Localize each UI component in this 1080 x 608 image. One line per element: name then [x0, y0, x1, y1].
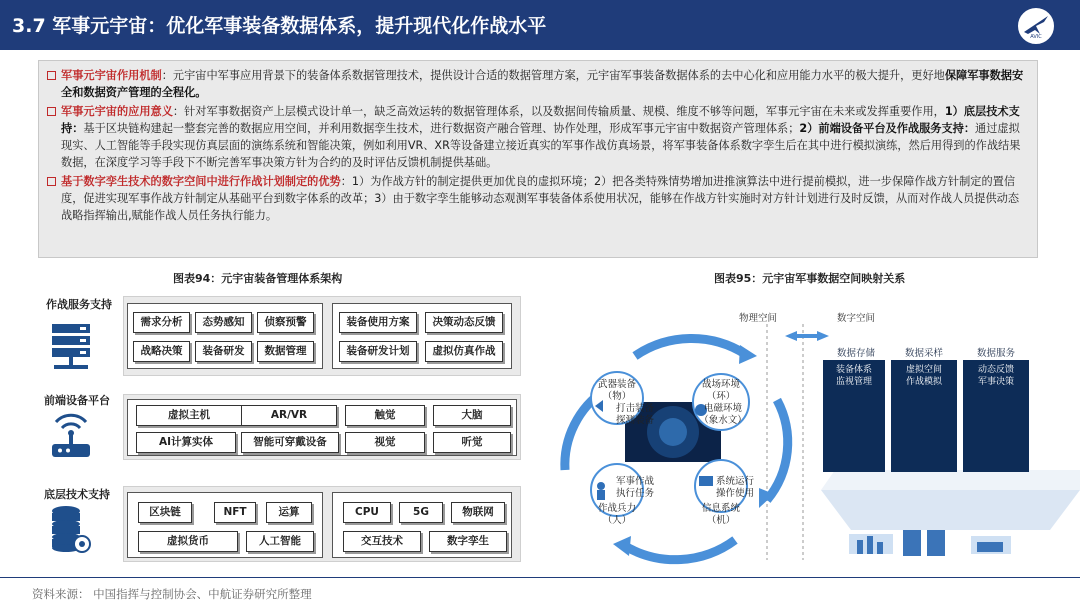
bullet-square-icon [47, 71, 56, 80]
chip-recon-warning: 侦察预警 [257, 312, 314, 333]
panel-text-sampling: 虚拟空间 作战模拟 [905, 365, 942, 387]
panel-head-service: 数据服务 [976, 348, 1015, 359]
section-label-combat-service: 作战服务支持 [46, 298, 112, 311]
service-group-b [332, 303, 512, 369]
tech-group-b [332, 492, 512, 558]
chip-interaction-tech: 交互技术 [343, 531, 421, 552]
chip-blockchain: 区块链 [138, 502, 192, 523]
router-icon [48, 408, 94, 460]
node-strike: 打击装备 探测装备 [615, 403, 654, 426]
chip-nft: NFT [214, 502, 256, 523]
chip-decision-feedback: 决策动态反馈 [425, 312, 503, 333]
node-electromagnetic: 电磁环境 （象水文） [699, 403, 747, 426]
para-bold: 2）前端设备平台及作战服务支持： [799, 122, 976, 135]
physical-space-label: 物理空间 [739, 313, 778, 324]
chip-ar-vr: AR/VR [241, 405, 337, 426]
node-operation: 军事作战 执行任务 [615, 476, 654, 499]
fig94-caption: 图表94：元宇宙装备管理体系架构 [173, 272, 343, 285]
section-combat-service [123, 296, 521, 376]
database-icon [48, 504, 92, 558]
chip-virtual-combat: 虚拟仿真作战 [425, 341, 503, 362]
chip-iot: 物联网 [451, 502, 505, 523]
chip-ai-compute: AI计算实体 [136, 432, 236, 453]
section-label-base-tech: 底层技术支持 [44, 488, 110, 501]
logo-text: AVIC [1030, 34, 1042, 40]
server-icon [50, 322, 92, 372]
node-weapon: 武器装备 （物） [597, 379, 636, 402]
panel-text-storage: 装备体系 监视管理 [835, 365, 872, 387]
frontend-group [127, 399, 517, 456]
para-text: 通过虚拟现实、人工智能等手段实现仿真层面的演练系统和智能决策，例如利用VR、XR等设备建立接近真实的军事作战仿真场景，将军事装备体系数字孪生后在其中进行模拟演练，然后用得到的作战结果数据，在深度学习等手段下不断完善军事决策方针为合约的及时评估反馈机制提供基础。 [61, 122, 1021, 169]
section-base-tech [123, 486, 521, 562]
panel-text-service: 动态反馈 军事决策 [977, 365, 1014, 387]
chip-touch: 触觉 [345, 405, 425, 426]
chip-equipment-rd-plan: 装备研发计划 [339, 341, 417, 362]
double-arrow-icon [785, 331, 829, 341]
panel-sampling [891, 360, 957, 472]
para-bold: 1）底层技术支持： [61, 105, 1020, 135]
chip-hearing: 听觉 [433, 432, 511, 453]
bullet-square-icon [47, 107, 56, 116]
para-lead: 军事元宇宙作用机制 [61, 69, 162, 82]
chip-cpu: CPU [343, 502, 391, 523]
service-group-a [127, 303, 323, 369]
paragraph-significance [47, 103, 1027, 171]
node-info-system: 信息系统 （机） [701, 503, 740, 526]
avic-logo [1016, 6, 1056, 46]
chip-vision: 视觉 [345, 432, 425, 453]
section-frontend [123, 394, 521, 460]
chip-equipment-usage-plan: 装备使用方案 [339, 312, 417, 333]
chip-brain: 大脑 [433, 405, 511, 426]
para-text: ：针对军事数据资产上层模式设计单一，缺乏高效运转的数据管理体系，以及数据间传输质量、规模、维度不够等问题，军事元宇宙在未来或发挥重要作用， [172, 105, 945, 118]
source-note: 资料来源： 中国指挥与控制协会、中航证券研究所整理 [32, 587, 312, 601]
footer-rule [0, 577, 1080, 578]
chip-data-management: 数据管理 [257, 341, 314, 362]
page-title: 3.7 军事元宇宙：优化军事装备数据体系，提升现代化作战水平 [12, 15, 547, 37]
para-lead: 基于数字孪生技术的数字空间中进行作战计划制定的优势 [61, 175, 341, 188]
paragraph-advantage [47, 173, 1027, 224]
panel-storage [823, 360, 885, 472]
chip-virtual-currency: 虚拟货币 [138, 531, 238, 552]
fig95-caption: 图表95：元宇宙军事数据空间映射关系 [714, 272, 906, 285]
para-text: ：1）为作战方针的制定提供更加优良的虚拟环境；2）把各类特殊情势增加进推演算法中进行提前模拟，进一步保障作战方针制定的置信度，促进实现军事作战方针制定从基础平台到数字体系的改革；3）由于数字孪生能够动态观测军事装备体系使用状况，能够在作战方针实施时对方针计划进行及时反馈，从而对作战人员提供动态战略指挥输出,赋能作战人员任务执行能力。 [61, 175, 1020, 222]
chip-computation: 运算 [266, 502, 312, 523]
chip-ai: 人工智能 [246, 531, 314, 552]
panel-head-sampling: 数据采样 [904, 348, 943, 359]
chip-situation-awareness: 态势感知 [195, 312, 252, 333]
panel-head-storage: 数据存储 [836, 348, 875, 359]
chip-strategic-decision: 战略决策 [133, 341, 190, 362]
chip-smart-wearable: 智能可穿戴设备 [241, 432, 339, 453]
node-force: 作战兵力 （人） [597, 503, 636, 526]
paragraph-mechanism [47, 67, 1027, 101]
summary-box [38, 60, 1038, 258]
node-system-run: 系统运行 操作使用 [715, 476, 754, 499]
chip-digital-twin: 数字孪生 [429, 531, 507, 552]
chip-demand-analysis: 需求分析 [133, 312, 190, 333]
fig95-diagram [545, 290, 1080, 580]
chip-5g: 5G [399, 502, 443, 523]
node-environment: 战场环境 （环） [701, 379, 740, 402]
bullet-square-icon [47, 177, 56, 186]
para-lead: 军事元宇宙的应用意义 [61, 105, 173, 118]
section-label-frontend: 前端设备平台 [44, 394, 110, 407]
para-text: ：元宇宙中军事应用背景下的装备体系数据管理技术，提供设计合适的数据管理方案，元宇宙军事装备数据体系的去中心化和应用能力水平的极大提升，更好地 [161, 69, 945, 82]
tech-group-a [127, 492, 323, 558]
digital-space-label: 数字空间 [837, 313, 876, 324]
title-bar [0, 0, 1080, 50]
panel-service [963, 360, 1029, 472]
para-text: 基于区块链构建起一整套完善的数据应用空间，并利用数据孪生技术，进行数据资产融合管理、协作处理，形成军事元宇宙中数据资产管理体系； [83, 122, 800, 135]
chip-virtual-host: 虚拟主机 [136, 405, 242, 426]
para-bold: 保障军事数据安全和数据资产管理的全程化。 [61, 69, 1024, 99]
chip-equipment-rd: 装备研发 [195, 341, 252, 362]
